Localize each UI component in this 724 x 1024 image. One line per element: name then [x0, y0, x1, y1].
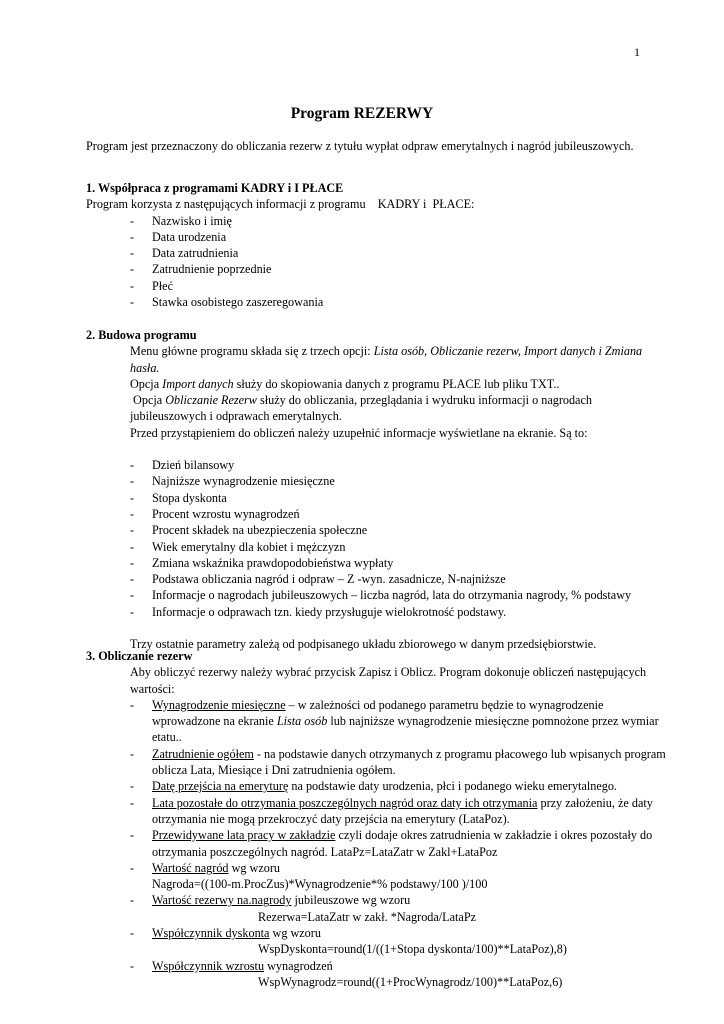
section-1-lead: Program korzysta z następujących informacji z programu KADRY i PŁACE:: [86, 197, 475, 212]
formula: Rezerwa=LataZatr w zakł. *Nagroda/LataPz: [258, 909, 477, 924]
text: – w zależności od podanego parametru będzie to wynagrodzenie wprowadzone na ekranie: [152, 697, 604, 729]
list-item: - Procent wzrostu wynagrodzeń: [86, 506, 666, 522]
formula: WspDyskonta=round(1/((1+Stopa dyskonta/100)**LataPoz),8): [258, 942, 567, 957]
text: służy do skopiowania danych z programu PŁACE lub pliku TXT..: [233, 376, 560, 391]
section-1-heading: 1. Współpraca z programami KADRY i I PŁACE: [86, 181, 344, 195]
text: wynagrodzeń: [264, 958, 333, 973]
list-item: [86, 778, 666, 794]
list-item: [86, 795, 666, 828]
term: Wartość rezerwy na.nagrody: [152, 893, 292, 908]
term: Wynagrodzenie miesięczne: [152, 697, 286, 712]
formula: Nagroda=((100-m.ProcZus)*Wynagrodzenie*% podstawy/100 )/100: [152, 877, 488, 892]
list-item: - Płeć: [86, 278, 666, 294]
list-item: [86, 860, 666, 893]
section-3-list: [86, 697, 666, 990]
section-2-paragraph: [86, 376, 666, 392]
section-3: [86, 648, 666, 990]
list-item: - Stawka osobistego zaszeregowania: [86, 294, 666, 310]
list-item: - Zatrudnienie poprzednie: [86, 261, 666, 277]
term: Przewidywane lata pracy w zakładzie: [152, 828, 336, 843]
formula: WspWynagrodz=round((1+ProcWynagrodz/100)**LataPoz,6): [258, 974, 563, 989]
text: przy założeniu, że daty otrzymania nie mogą przekroczyć daty przejścia na emerytury (LataPoz).: [152, 795, 653, 826]
list-item: - Stopa dyskonta: [86, 490, 666, 506]
section-2-closing: Trzy ostatnie parametry zależą od podpisanego układu zbiorowego w danym przedsiębiorstwie.: [130, 637, 597, 652]
section-1-list: [86, 213, 666, 311]
list-item: - Wiek emerytalny dla kobiet i mężczyzn: [86, 539, 666, 555]
page-number: 1: [634, 45, 640, 59]
text-italic: Obliczanie Rezerw: [165, 393, 257, 408]
term: Współczynnik wzrostu: [152, 958, 265, 973]
list-item: - Dzień bilansowy: [86, 457, 666, 473]
text: służy do obliczania, przeglądania i wydruku informacji o nagrodach jubileuszowych i odprawach emerytalnych.: [130, 393, 592, 424]
section-2-list: [86, 457, 666, 620]
page-title: Program REZERWY: [290, 105, 434, 122]
list-item: [86, 892, 666, 925]
list-item: [86, 958, 666, 991]
text: Opcja: [130, 393, 166, 408]
term: Lata pozostałe do otrzymania poszczególnych nagród oraz daty ich otrzymania: [152, 795, 538, 810]
list-item: - Zmiana wskaźnika prawdopodobieństwa wypłaty: [86, 555, 666, 571]
section-2-paragraph: [86, 392, 666, 425]
list-item: [86, 746, 666, 779]
text: jubileuszowe wg wzoru: [291, 893, 411, 908]
text: wg wzoru: [228, 860, 280, 875]
list-item: - Informacje o nagrodach jubileuszowych – liczba nagród, lata do otrzymania nagrody, % podstawy: [86, 587, 666, 603]
text: wg wzoru: [269, 926, 321, 941]
list-item: - Data zatrudnienia: [86, 245, 666, 261]
text-italic: Lista osób, Obliczanie rezerw, Import danych i Zmiana hasła.: [130, 344, 643, 375]
text-italic: Import danych: [162, 376, 234, 391]
list-item: [86, 697, 666, 746]
term: Datę przejścia na emeryturę: [152, 779, 289, 794]
text: na podstawie daty urodzenia, płci i podanego wieku emerytalnego.: [288, 779, 617, 794]
section-2: [86, 327, 666, 652]
text: Opcja: [130, 376, 163, 391]
list-item: - Nazwisko i imię: [86, 213, 666, 229]
text: lub najniższe wynagrodzenie miesięczne pomnożone przez wymiar etatu..: [152, 714, 659, 745]
section-1: [86, 180, 666, 310]
term: Wartość nagród: [152, 860, 229, 875]
intro-paragraph: Program jest przeznaczony do obliczania rezerw z tytułu wypłat odpraw emerytalnych i nagród jubileuszowych.: [86, 139, 634, 153]
section-3-lead: Aby obliczyć rezerwy należy wybrać przycisk Zapisz i Oblicz. Program dokonuje obliczeń następujących wartości:: [130, 665, 647, 696]
text: czyli dodaje okres zatrudnienia w zakładzie i okres pozostały do otrzymania poszczególnych nagród. LataPz=LataZatr w Zakl+LataPoz: [152, 828, 653, 859]
text: - na podstawie danych otrzymanych z programu płacowego lub wpisanych program oblicza Lata, Miesiące i Dni zatrudnienia ogółem.: [152, 746, 666, 778]
list-item: - Procent składek na ubezpieczenia społeczne: [86, 522, 666, 538]
section-2-paragraph: [86, 343, 666, 376]
list-item: [86, 925, 666, 958]
section-2-paragraph: Przed przystąpieniem do obliczeń należy uzupełnić informacje wyświetlane na ekranie. Są to:: [130, 425, 588, 440]
list-item: - Informacje o odprawach tzn. kiedy przysługuje wielokrotność podstawy.: [86, 604, 666, 620]
text-italic: Lista osób: [276, 714, 328, 729]
list-item: - Podstawa obliczania nagród i odpraw – Z -wyn. zasadnicze, N-najniższe: [86, 571, 666, 587]
term: Współczynnik dyskonta: [152, 926, 270, 941]
list-item: [86, 827, 666, 860]
term: Zatrudnienie ogółem: [152, 746, 254, 761]
text: Menu główne programu składa się z trzech opcji:: [130, 344, 374, 359]
section-3-heading: 3. Obliczanie rezerw: [86, 649, 193, 663]
section-2-heading: 2. Budowa programu: [86, 328, 197, 342]
list-item: - Data urodzenia: [86, 229, 666, 245]
list-item: - Najniższe wynagrodzenie miesięczne: [86, 473, 666, 489]
